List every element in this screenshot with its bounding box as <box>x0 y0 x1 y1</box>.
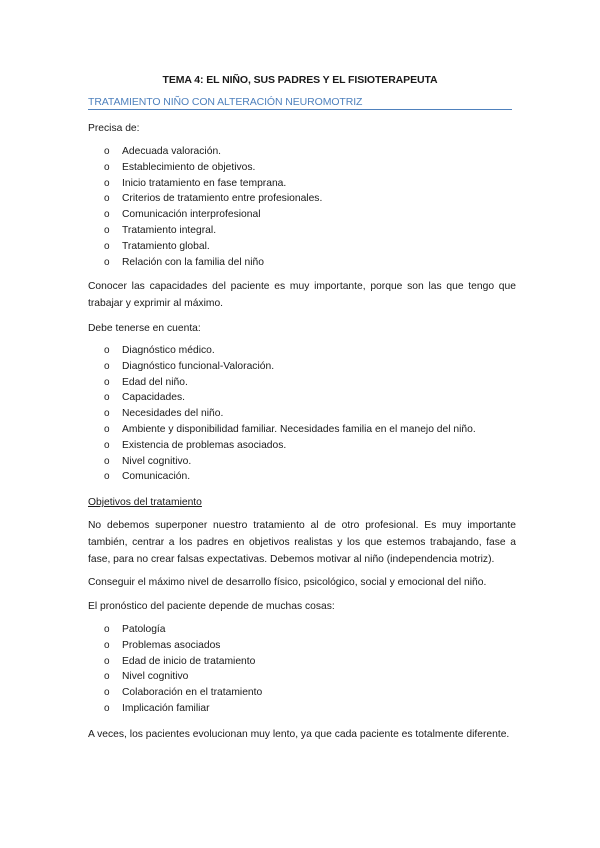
bullet-icon: o <box>104 345 110 356</box>
list-item <box>88 422 476 438</box>
bullet-icon: o <box>104 671 110 683</box>
bullet-icon: o <box>104 209 110 221</box>
list-item <box>88 359 476 375</box>
intro-precisa: Precisa de: <box>88 123 140 134</box>
bullet-icon: o <box>104 408 110 420</box>
list-item <box>88 390 476 406</box>
list-item-text: Adecuada valoración. <box>122 146 222 157</box>
list-item-text: Comunicación interprofesional <box>122 209 261 221</box>
list-item-text: Diagnóstico funcional-Valoración. <box>122 360 275 372</box>
list-item <box>88 638 262 654</box>
page-title: TEMA 4: EL NIÑO, SUS PADRES Y EL FISIOTERAPEUTA <box>162 74 438 86</box>
paragraph-capacidades: Conocer las capacidades del paciente es muy importante, porque son las que tengo que trabajar y exprimir al máximo. <box>88 281 516 309</box>
list-item-text: Nivel cognitivo. <box>122 455 192 467</box>
bullet-icon: o <box>104 687 110 699</box>
bullet-icon: o <box>104 423 110 435</box>
list-item <box>88 160 322 176</box>
list-item <box>88 438 476 454</box>
list-item <box>88 239 322 255</box>
paragraph-conseguir: Conseguir el máximo nivel de desarrollo físico, psicológico, social y emocional del niño. <box>88 577 487 588</box>
list-item-text: Criterios de tratamiento entre profesionales. <box>122 193 323 205</box>
list-item <box>88 343 476 359</box>
paragraph-objetivos: No debemos superponer nuestro tratamiento al de otro profesional. Es muy importante también, centrar a los padres en objetivos realistas y los que estemos trabajando, fase a fase, para no crear falsas expectativas. Debemos motivar al niño (independencia motriz). <box>88 520 516 565</box>
list-item-text: Problemas asociados <box>122 639 221 651</box>
list-item <box>88 685 262 701</box>
list-item <box>88 406 476 422</box>
list-item <box>88 207 322 223</box>
list-item-text: Edad del niño. <box>122 376 188 388</box>
bullet-icon: o <box>104 702 110 714</box>
list-item-text: Establecimiento de objetivos. <box>122 161 256 173</box>
list-item <box>88 701 262 717</box>
list-item-text: Implicación familiar <box>122 702 210 714</box>
bullet-icon: o <box>104 146 110 157</box>
list-item <box>88 669 262 685</box>
bullet-icon: o <box>104 376 110 388</box>
list-item-text: Comunicación. <box>122 471 191 483</box>
list-item <box>88 255 322 271</box>
bullet-icon: o <box>104 624 110 635</box>
list-item-text: Relación con la familia del niño <box>122 256 264 268</box>
list-debe-tenerse <box>88 343 476 485</box>
subheading-objetivos: Objetivos del tratamiento <box>88 497 202 508</box>
bullet-icon: o <box>104 392 110 404</box>
list-item <box>88 191 322 207</box>
list-pronostico <box>88 622 262 717</box>
list-item <box>88 375 476 391</box>
bullet-icon: o <box>104 193 110 205</box>
list-item <box>88 223 322 239</box>
bullet-icon: o <box>104 224 110 236</box>
list-item-text: Existencia de problemas asociados. <box>122 439 287 451</box>
list-item <box>88 144 322 160</box>
bullet-icon: o <box>104 240 110 252</box>
list-item-text: Edad de inicio de tratamiento <box>122 655 256 667</box>
list-item <box>88 176 322 192</box>
list-item <box>88 622 262 638</box>
intro-debe-tenerse: Debe tenerse en cuenta: <box>88 323 201 334</box>
bullet-icon: o <box>104 177 110 189</box>
bullet-icon: o <box>104 439 110 451</box>
list-item-text: Patología <box>122 624 166 635</box>
intro-pronostico: El pronóstico del paciente depende de muchas cosas: <box>88 601 335 612</box>
bullet-icon: o <box>104 360 110 372</box>
bullet-icon: o <box>104 639 110 651</box>
list-item-text: Tratamiento integral. <box>122 224 217 236</box>
bullet-icon: o <box>104 655 110 667</box>
list-item-text: Ambiente y disponibilidad familiar. Necesidades familia en el manejo del niño. <box>122 423 476 435</box>
section-heading: TRATAMIENTO NIÑO CON ALTERACIÓN NEUROMOTRIZ <box>88 96 512 110</box>
bullet-icon: o <box>104 455 110 467</box>
list-item-text: Capacidades. <box>122 392 185 404</box>
list-item <box>88 454 476 470</box>
list-precisa <box>88 144 322 270</box>
list-item-text: Tratamiento global. <box>122 240 210 252</box>
list-item-text: Colaboración en el tratamiento <box>122 687 263 699</box>
list-item-text: Necesidades del niño. <box>122 408 224 420</box>
paragraph-evolucion: A veces, los pacientes evolucionan muy lento, ya que cada paciente es totalmente diferente. <box>88 729 510 740</box>
list-item <box>88 469 476 485</box>
list-item <box>88 654 262 670</box>
list-item-text: Nivel cognitivo <box>122 671 189 683</box>
list-item-text: Inicio tratamiento en fase temprana. <box>122 177 287 189</box>
list-item-text: Diagnóstico médico. <box>122 345 215 356</box>
bullet-icon: o <box>104 256 110 268</box>
bullet-icon: o <box>104 161 110 173</box>
bullet-icon: o <box>104 471 110 483</box>
